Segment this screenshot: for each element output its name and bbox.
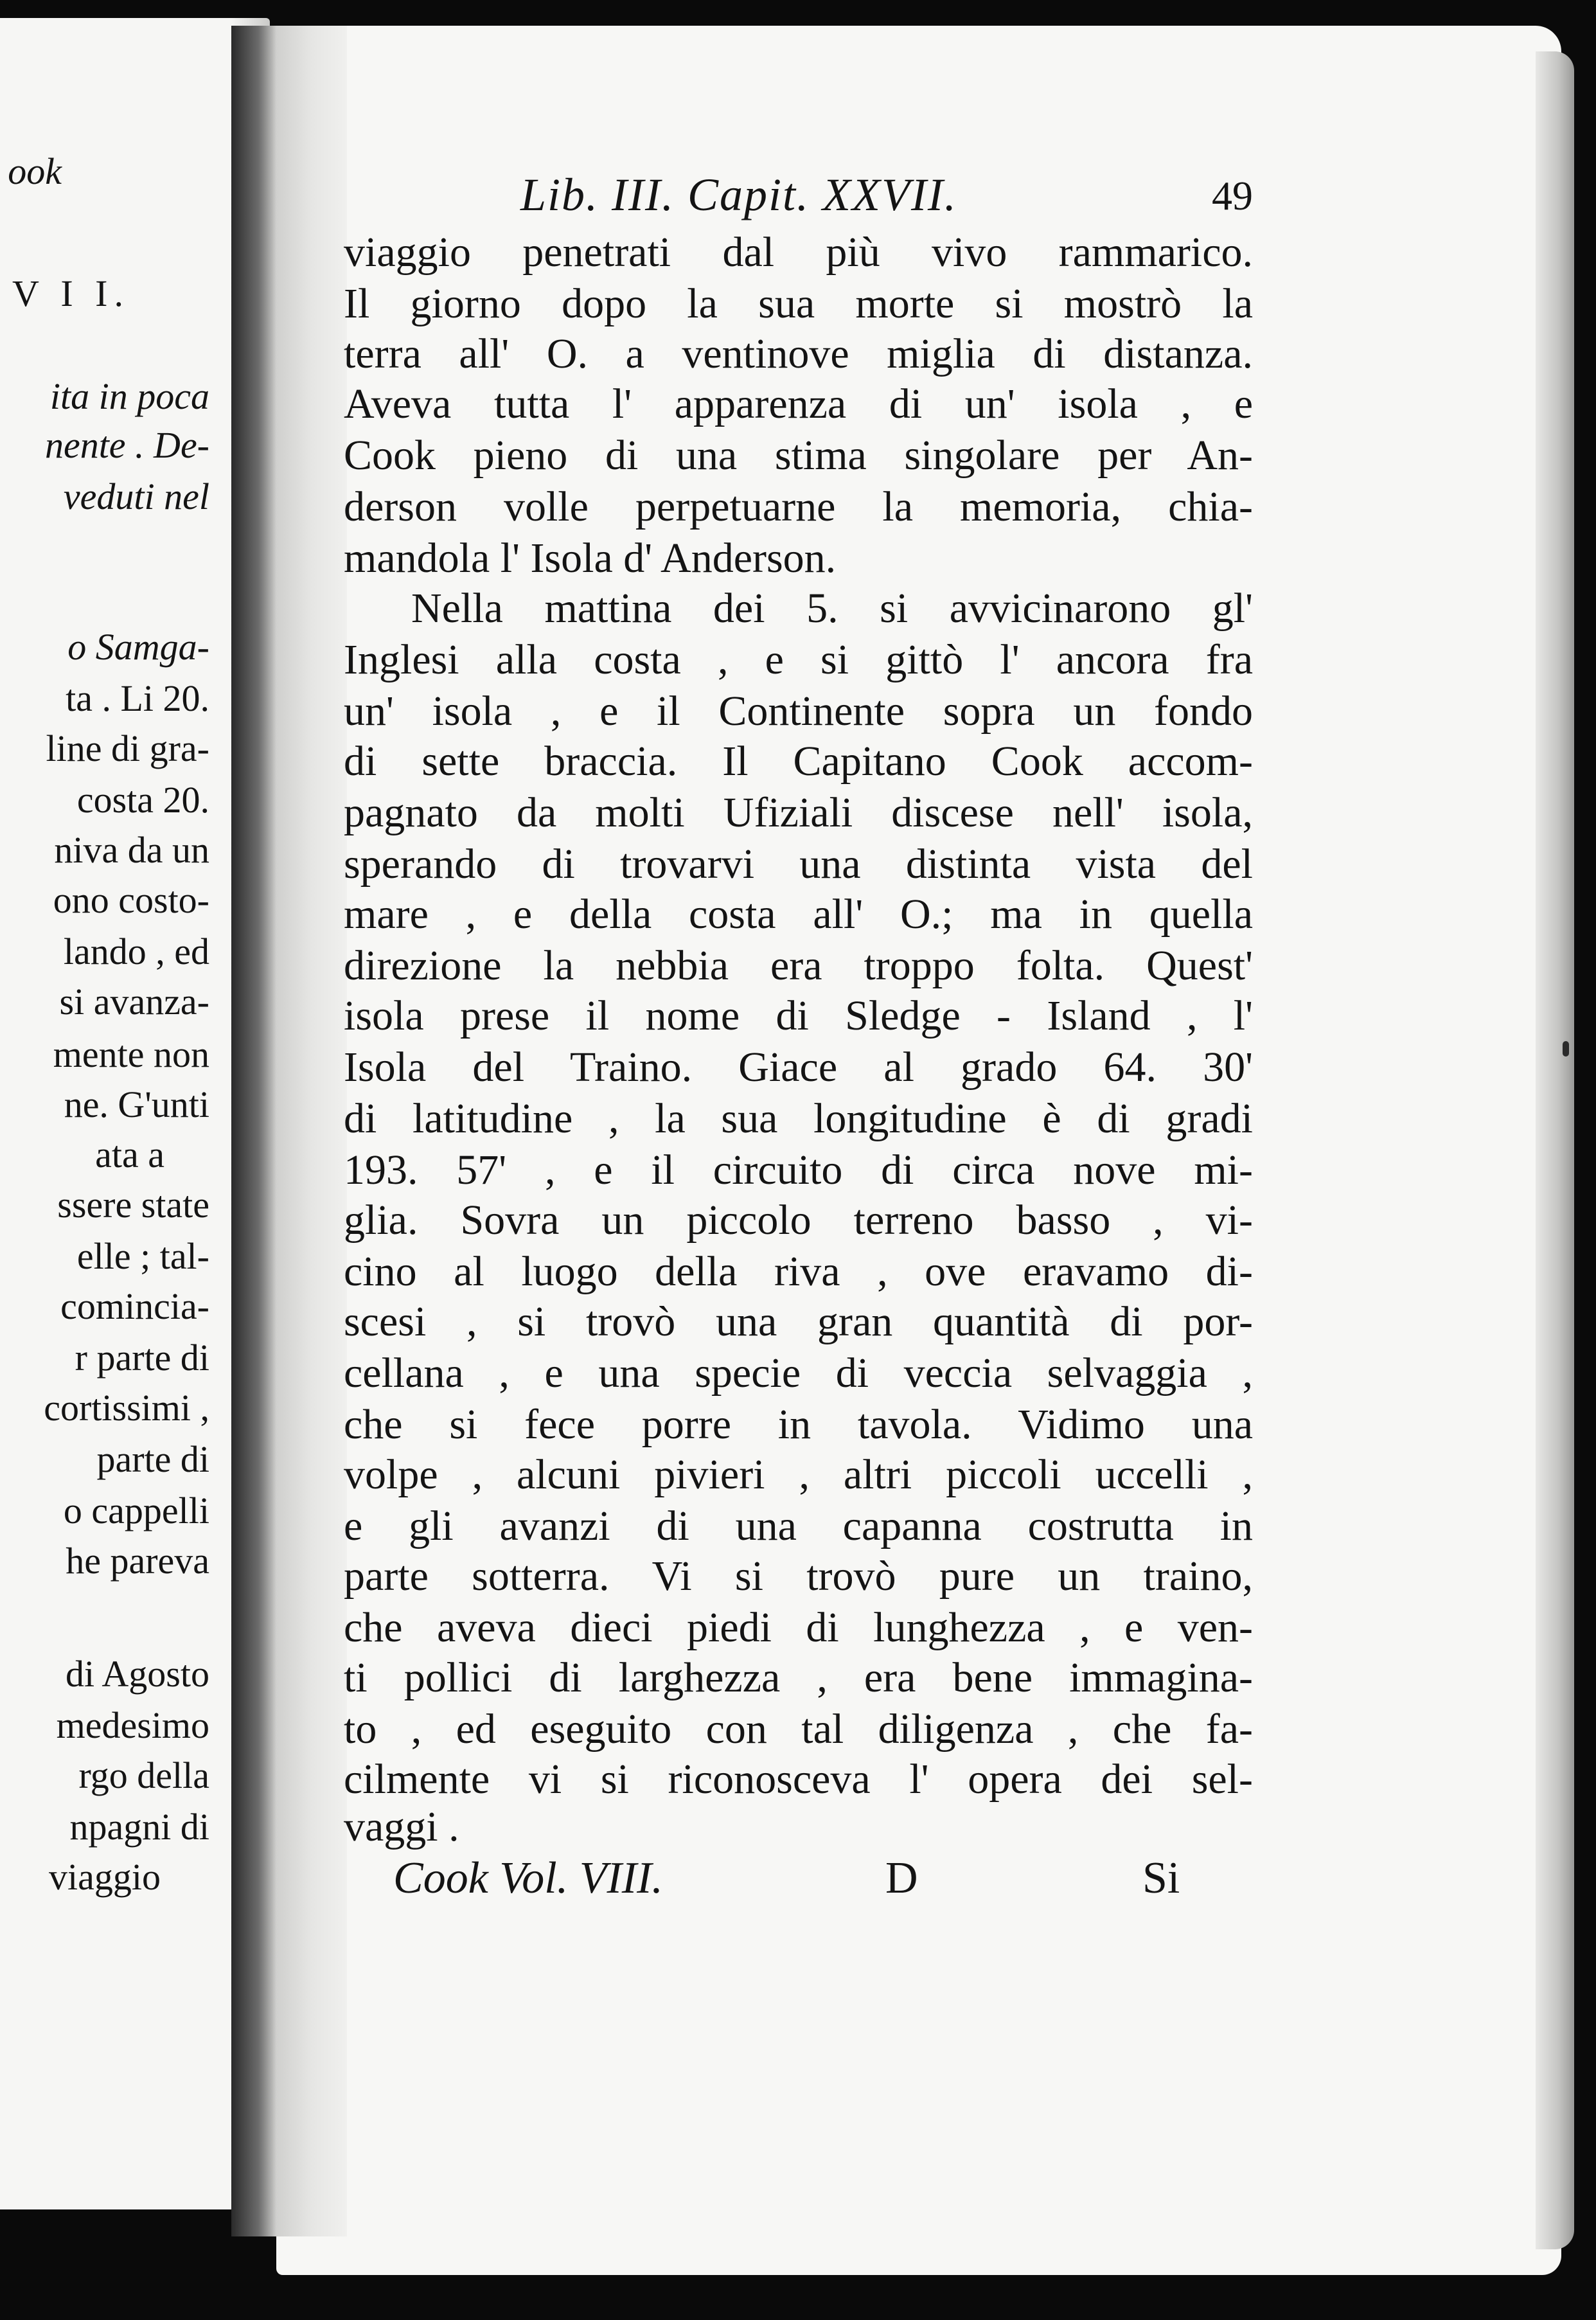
- running-title: Lib. III. Capit. XXVII.: [520, 169, 957, 220]
- page-gutter-shadow: [231, 26, 276, 2236]
- body-line: Isola del Traino. Giace al grado 64. 30': [344, 1044, 1253, 1091]
- body-line: scesi , si trovò una gran quantità di por-: [344, 1298, 1253, 1345]
- left-line: viaggio: [49, 1856, 161, 1898]
- footer-signature: Cook Vol. VIII.: [393, 1853, 663, 1903]
- right-page-edge: [1536, 51, 1574, 2249]
- body-line: cino al luogo della riva , ove eravamo di-: [344, 1248, 1253, 1295]
- body-line: cellana , e una specie di veccia selvaggia ,: [344, 1350, 1253, 1396]
- left-line: ta . Li 20.: [66, 677, 209, 719]
- left-line: o Samga-: [67, 626, 209, 668]
- body-line: to , ed eseguito con tal diligenza , che fa-: [344, 1706, 1253, 1753]
- left-line: elle ; tal-: [76, 1235, 209, 1277]
- left-line: si avanza-: [59, 981, 209, 1022]
- body-line: Il giorno dopo la sua morte si mostrò la: [344, 280, 1253, 327]
- body-line: cilmente vi si riconosceva l' opera dei sel-: [344, 1756, 1253, 1803]
- page-number: 49: [1212, 173, 1253, 219]
- body-line: un' isola , e il Continente sopra un fondo: [344, 688, 1253, 735]
- left-line: di Agosto: [66, 1653, 209, 1695]
- body-line: volpe , alcuni pivieri , altri piccoli uccelli ,: [344, 1451, 1253, 1498]
- body-line: Aveva tutta l' apparenza di un' isola , e: [344, 380, 1253, 427]
- footer-signature-mark: D: [885, 1853, 918, 1903]
- body-line: e gli avanzi di una capanna costrutta in: [344, 1503, 1253, 1549]
- body-line: Nella mattina dei 5. si avvicinarono gl': [411, 585, 1253, 632]
- left-line: rgo della: [78, 1754, 209, 1796]
- body-line: pagnato da molti Ufiziali discese nell' isola,: [344, 789, 1253, 836]
- left-line: ssere state: [57, 1184, 209, 1226]
- body-line: terra all' O. a ventinove miglia di distanza.: [344, 330, 1253, 377]
- body-line: derson volle perpetuarne la memoria, chia-: [344, 483, 1253, 530]
- body-line: mandola l' Isola d' Anderson.: [344, 535, 837, 582]
- left-line: medesimo: [56, 1704, 209, 1746]
- body-line: parte sotterra. Vi si trovò pure un traino,: [344, 1553, 1253, 1600]
- body-line: ti pollici di larghezza , era bene immagina-: [344, 1654, 1253, 1701]
- left-line: ne. G'unti: [64, 1084, 209, 1125]
- body-line: viaggio penetrati dal più vivo rammarico.: [344, 229, 1253, 276]
- left-line: comincia-: [60, 1285, 209, 1327]
- left-line: he pareva: [66, 1540, 209, 1582]
- left-line: mente non: [53, 1033, 209, 1075]
- left-line: line di gra-: [46, 727, 209, 769]
- left-line: V I I.: [12, 272, 130, 314]
- left-line: costa 20.: [76, 779, 209, 821]
- binding-mark: [1563, 1041, 1569, 1057]
- body-line: vaggi .: [344, 1803, 459, 1850]
- left-line: lando , ed: [63, 931, 209, 972]
- body-line: isola prese il nome di Sledge - Island , l': [344, 992, 1253, 1039]
- body-line: glia. Sovra un piccolo terreno basso , vi-: [344, 1197, 1253, 1244]
- body-line: direzione la nebbia era troppo folta. Quest': [344, 942, 1253, 989]
- left-line: niva da un: [54, 829, 209, 871]
- body-line: sperando di trovarvi una distinta vista del: [344, 841, 1253, 888]
- left-line: cortissimi ,: [44, 1387, 209, 1429]
- left-line: veduti nel: [63, 476, 209, 517]
- left-line: r parte di: [75, 1337, 209, 1379]
- body-line: di latitudine , la sua longitudine è di gradi: [344, 1095, 1253, 1142]
- body-line: mare , e della costa all' O.; ma in quella: [344, 891, 1253, 938]
- left-line: ook: [8, 150, 62, 192]
- body-line: di sette braccia. Il Capitano Cook accom-: [344, 738, 1253, 785]
- running-head: [520, 168, 1253, 226]
- footer-catchword: Si: [1142, 1853, 1180, 1903]
- left-line: ita in poca: [49, 375, 209, 417]
- left-line: o cappelli: [63, 1490, 209, 1531]
- left-line: npagni di: [69, 1806, 209, 1848]
- body-line: Inglesi alla costa , e si gittò l' ancora fra: [344, 636, 1253, 683]
- left-line: ata a: [95, 1134, 164, 1175]
- left-line: ono costo-: [53, 879, 209, 921]
- body-line: che aveva dieci piedi di lunghezza , e ven-: [344, 1604, 1253, 1651]
- body-line: 193. 57' , e il circuito di circa nove mi-: [344, 1147, 1253, 1193]
- left-line: nente . De-: [44, 424, 209, 466]
- left-line: parte di: [96, 1438, 209, 1480]
- body-line: Cook pieno di una stima singolare per An-: [344, 432, 1253, 479]
- left-page: [0, 18, 270, 2209]
- body-line: che si fece porre in tavola. Vidimo una: [344, 1401, 1253, 1448]
